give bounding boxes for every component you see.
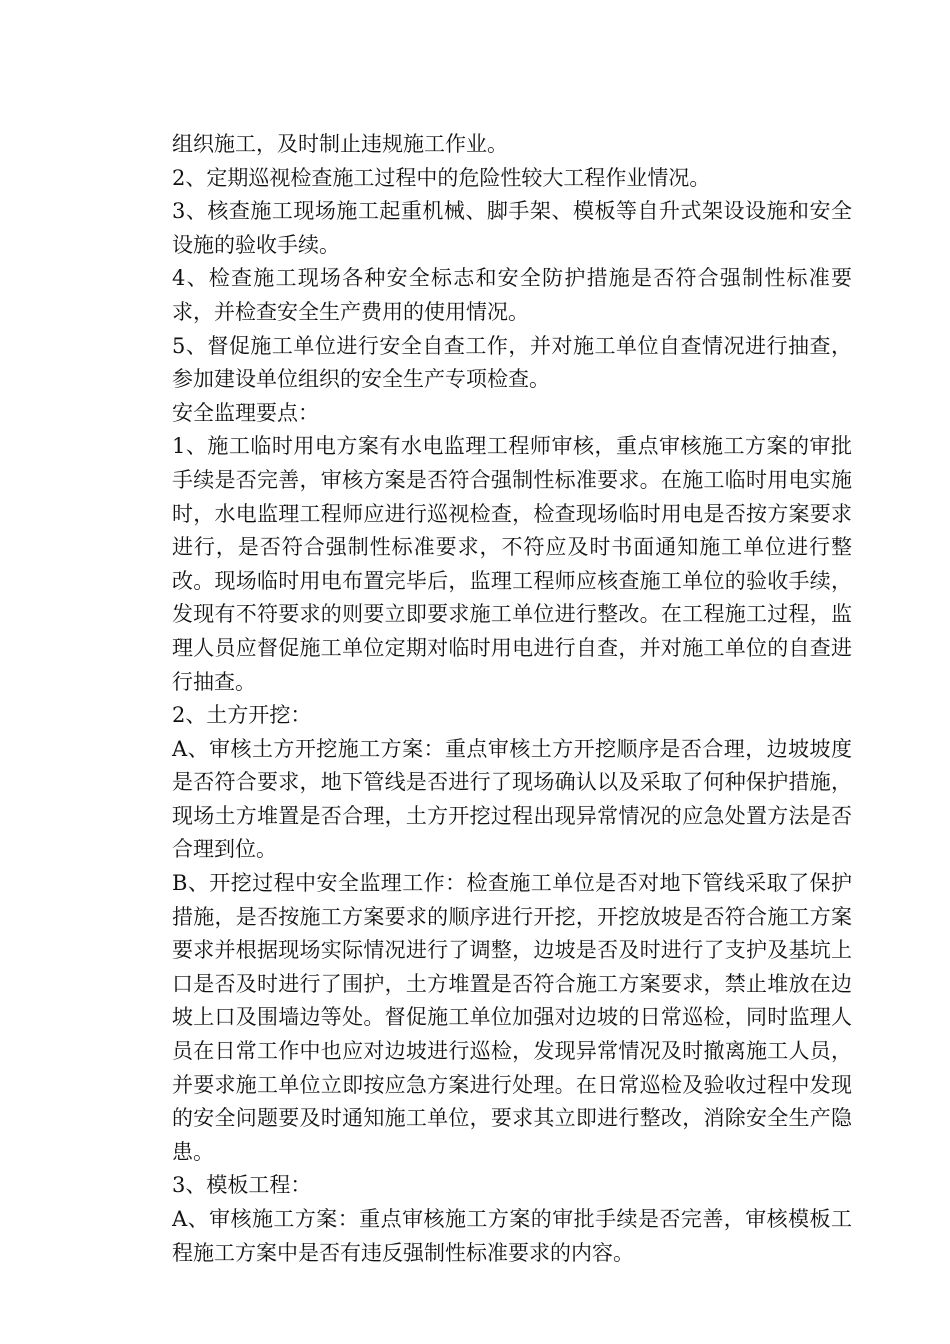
paragraph-item-4-safety-signs: 4、检查施工现场各种安全标志和安全防护措施是否符合强制性标准要求，并检查安全生产费用的使用情况。 bbox=[172, 266, 852, 324]
paragraph-earthwork-b: B、开挖过程中安全监理工作：检查施工单位是否对地下管线采取了保护措施，是否按施工方案要求的顺序进行开挖，开挖放坡是否符合施工方案要求并根据现场实际情况进行了调整，边坡是否及时进行了支护及基坑上口是否及时进行了围护，土方堆置是否符合施工方案要求，禁止堆放在边坡上口及围墙边等处。督促施工单位加强对边坡的日常巡检，同时监理人员在日常工作中也应对边坡进行巡检，发现异常情况及时撤离施工人员，并要求施工单位立即按应急方案进行处理。在日常巡检及验收过程中发现的安全问题要及时通知施工单位，要求其立即进行整改，消除安全生产隐患。 bbox=[172, 871, 852, 1164]
paragraph-item-3-acceptance: 3、核查施工现场施工起重机械、脚手架、模板等自升式架设设施和安全设施的验收手续。 bbox=[172, 199, 852, 257]
document-body bbox=[172, 128, 852, 1270]
paragraph-continuation: 组织施工，及时制止违规施工作业。 bbox=[172, 132, 508, 156]
subheading-earthwork: 2、土方开挖： bbox=[172, 703, 312, 728]
paragraph-temporary-power: 1、施工临时用电方案有水电监理工程师审核，重点审核施工方案的审批手续是否完善，审核方案是否符合强制性标准要求。在施工临时用电实施时，水电监理工程师应进行巡视检查，检查现场临时用电是否按方案要求进行，是否符合强制性标准要求，不符应及时书面通知施工单位进行整改。现场临时用电布置完毕后，监理工程师应核查施工单位的验收手续，发现有不符要求的则要立即要求施工单位进行整改。在工程施工过程，监理人员应督促施工单位定期对临时用电进行自查，并对施工单位的自查进行抽查。 bbox=[172, 434, 852, 694]
subheading-formwork: 3、模板工程： bbox=[172, 1173, 312, 1198]
paragraph-formwork-a: A、审核施工方案：重点审核施工方案的审批手续是否完善，审核模板工程施工方案中是否有违反强制性标准要求的内容。 bbox=[172, 1207, 852, 1265]
paragraph-earthwork-a: A、审核土方开挖施工方案：重点审核土方开挖顺序是否合理，边坡坡度是否符合要求，地下管线是否进行了现场确认以及采取了何种保护措施，现场土方堆置是否合理，土方开挖过程出现异常情况的应急处置方法是否合理到位。 bbox=[172, 736, 852, 862]
paragraph-item-5-self-inspection: 5、督促施工单位进行安全自查工作，并对施工单位自查情况进行抽查，参加建设单位组织的安全生产专项检查。 bbox=[172, 333, 852, 392]
paragraph-item-2-patrol: 2、定期巡视检查施工过程中的危险性较大工程作业情况。 bbox=[172, 165, 711, 190]
section-heading-key-points: 安全监理要点： bbox=[172, 400, 319, 425]
